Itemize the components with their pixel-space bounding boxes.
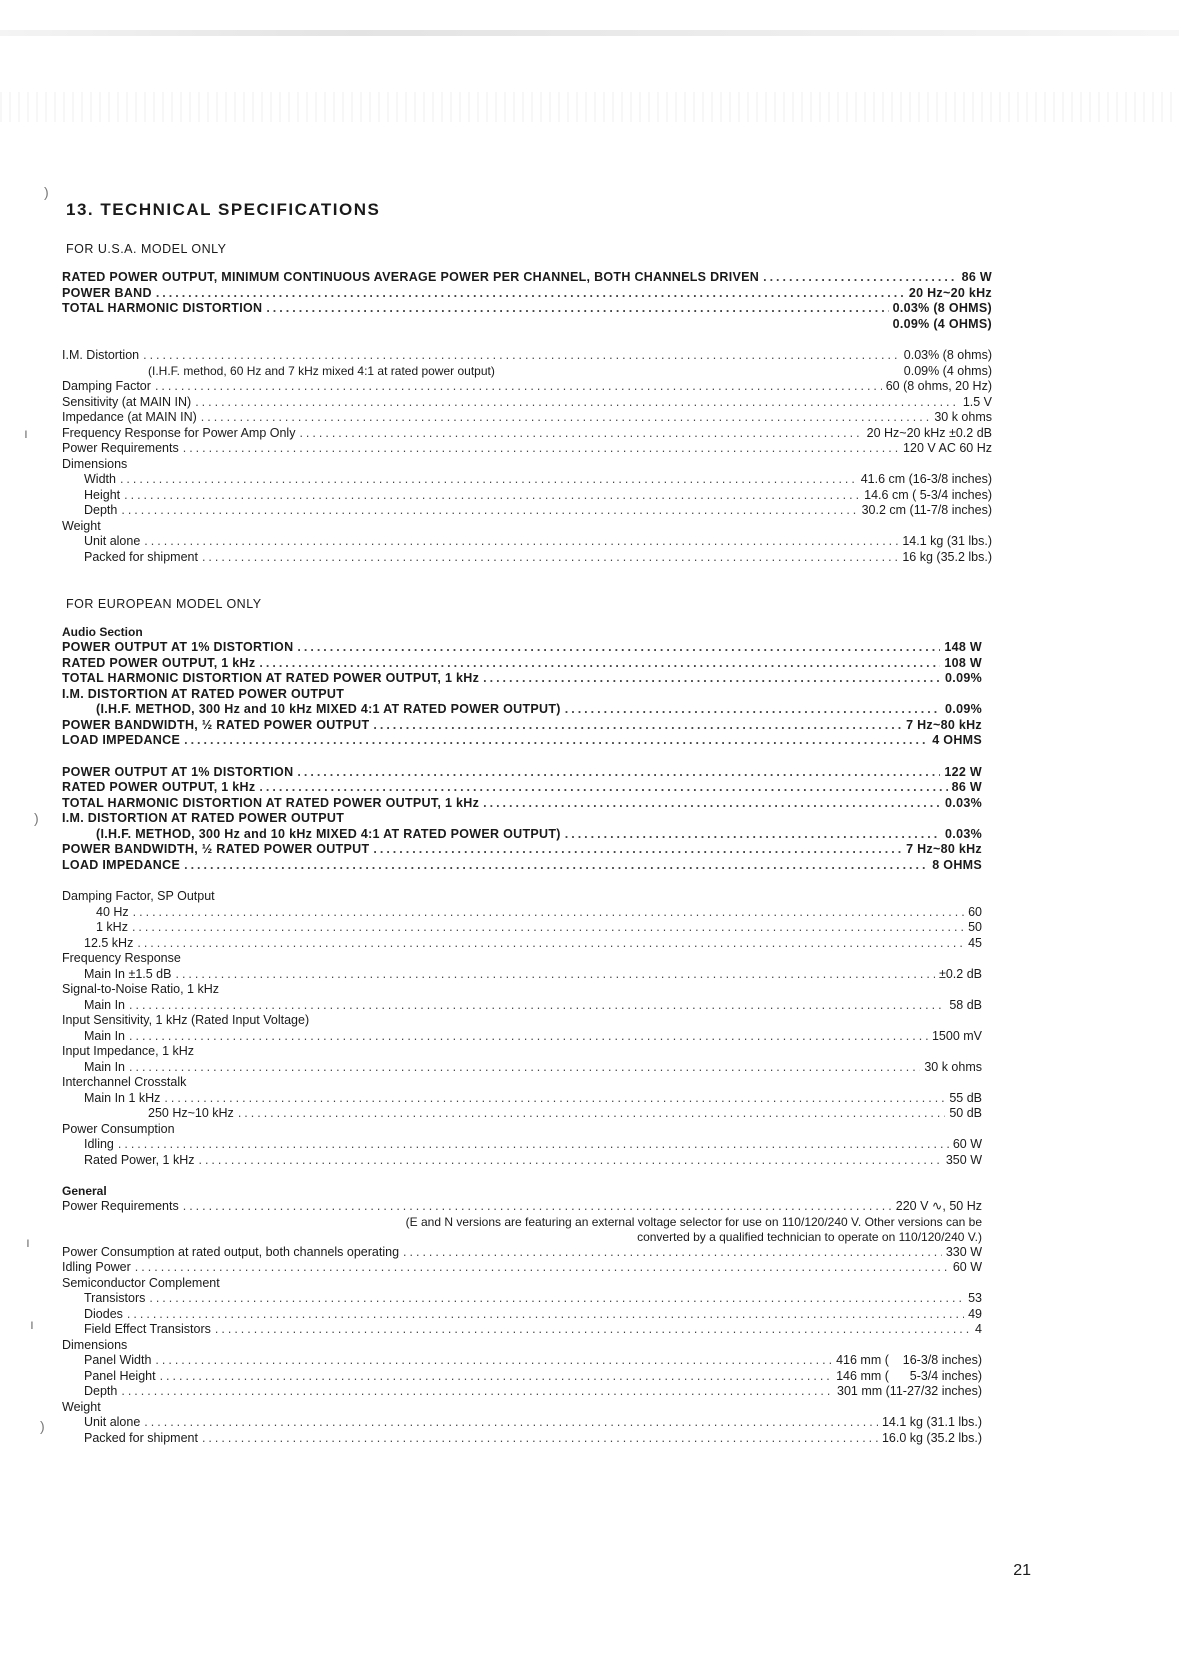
usa-section [62,270,992,565]
spec-value: 0.03% (8 OHMS) [892,301,992,315]
spec-row [62,1106,982,1122]
spec-value: 41.6 cm (16-3/8 inches) [860,472,992,486]
spec-label: Unit alone [84,1415,141,1429]
spec-value: 60 [968,904,982,919]
spec-value: 0.03% (8 ohms) [903,348,992,362]
spec-label: Impedance (at MAIN IN) [62,410,197,424]
group-label: Damping Factor, SP Output [62,889,215,903]
spec-label: POWER BANDWIDTH, ½ RATED POWER OUTPUT [62,717,370,732]
spec-label: (I.H.F. METHOD, 300 Hz and 10 kHz MIXED 4:1 AT RATED POWER OUTPUT) [96,826,561,841]
spec-value: 1.5 V [962,394,992,409]
spec-label: Depth [84,1384,118,1398]
group-label: Input Impedance, 1 kHz [62,1044,195,1058]
spec-value: 30 k ohms [924,1059,982,1074]
spec-value: 50 dB [949,1106,982,1120]
margin-mark: ) [40,1418,45,1434]
spec-row [62,1091,982,1107]
spec-value: 58 dB [949,997,982,1012]
spec-value: 330 W [945,1244,982,1259]
spec-label: Damping Factor [62,379,151,393]
spec-row [62,1415,982,1431]
spec-value: 301 mm (11-27/32 inches) [837,1384,982,1398]
spec-row [62,441,992,457]
spec-row [62,270,992,286]
spec-row [62,1353,982,1369]
group-label: Signal-to-Noise Ratio, 1 kHz [62,982,220,996]
spec-note: (I.H.F. method, 60 Hz and 7 kHz mixed 4:1 at rated power output) [148,363,495,378]
spec-row [62,718,982,734]
spec-label: 12.5 kHz [84,935,134,950]
spec-row [62,1307,982,1323]
spec-row [62,842,982,858]
spec-value: 14.6 cm ( 5-3/4 inches) [864,487,992,502]
spec-row [62,780,982,796]
spec-label: Main In [84,1028,125,1043]
page-number: 21 [1013,1562,1031,1579]
group-label: Power Consumption [62,1121,175,1136]
spec-row [62,488,992,504]
spec-label: LOAD IMPEDANCE [62,857,181,872]
spec-value: 16.0 kg (35.2 lbs.) [881,1430,982,1445]
spec-value: 350 W [945,1152,982,1167]
spec-label: Panel Height [84,1368,156,1383]
group-label: Weight [62,1399,101,1414]
spec-value: ±0.2 dB [939,966,982,981]
spec-row [62,301,992,317]
group-label: I.M. DISTORTION AT RATED POWER OUTPUT [62,811,345,825]
spec-label: Panel Width [84,1353,152,1367]
spec-value: 49 [968,1306,982,1321]
spec-label: Transistors [84,1291,146,1305]
scan-edge-top [0,30,1179,36]
spec-value: 0.09% (4 OHMS) [892,316,992,331]
spec-value: 20 Hz~20 kHz ±0.2 dB [866,425,992,440]
spec-value: 0.03% [945,826,982,841]
spec-row [62,1322,982,1338]
spec-label: Main In [84,997,125,1012]
spec-row [62,1199,982,1215]
scan-noise [0,92,1179,122]
spec-row [62,317,992,333]
margin-mark: ) [34,810,39,826]
group-label: I.M. DISTORTION AT RATED POWER OUTPUT [62,686,345,701]
spec-label: Main In 1 kHz [84,1090,161,1105]
spec-value: 416 mm ( 16-3/8 inches) [836,1353,982,1367]
spec-value: 86 W [961,270,992,284]
spec-value: 60 W [952,1260,982,1274]
spec-label: Main In ±1.5 dB [84,966,172,981]
spec-label: POWER BANDWIDTH, ½ RATED POWER OUTPUT [62,842,370,856]
spec-value: 45 [968,935,982,950]
spec-row [62,858,982,874]
spec-row [62,472,992,488]
spec-row [62,1384,982,1400]
spec-row [62,640,982,656]
spec-value: 0.09% (4 ohms) [903,363,992,378]
spec-label: Width [84,472,116,486]
spec-label: POWER BAND [62,285,152,300]
spec-value: 14.1 kg (31.1 lbs.) [881,1415,982,1429]
spec-value: 60 (8 ohms, 20 Hz) [885,379,992,393]
spec-label: Idling Power [62,1260,131,1274]
spec-value: 7 Hz~80 kHz [906,717,982,732]
spec-value: 86 W [951,780,982,794]
spec-row [62,1137,982,1153]
spec-row [62,827,982,843]
spec-label: Depth [84,503,118,517]
spec-value: 148 W [944,640,982,654]
spec-row [62,765,982,781]
group-label: Dimensions [62,1337,128,1352]
spec-row [62,998,982,1014]
spec-value: 60 W [952,1137,982,1151]
spec-row [62,534,992,550]
spec-note: converted by a qualified technician to operate on 110/120/240 V.) [637,1229,982,1244]
spec-row [62,1029,982,1045]
spec-row [62,286,992,302]
spec-value: 30.2 cm (11-7/8 inches) [861,503,992,517]
group-label: Input Sensitivity, 1 kHz (Rated Input Voltage) [62,1013,310,1027]
spec-value: 120 V AC 60 Hz [903,441,992,455]
spec-label: TOTAL HARMONIC DISTORTION AT RATED POWER OUTPUT, 1 kHz [62,671,480,685]
spec-label: 40 Hz [96,904,129,919]
spec-value: 53 [968,1291,982,1305]
spec-row [62,503,992,519]
spec-value: 14.1 kg (31 lbs.) [902,534,992,548]
usa-heading: FOR U.S.A. MODEL ONLY [66,242,227,256]
spec-label: RATED POWER OUTPUT, 1 kHz [62,780,256,794]
spec-value: 0.09% [945,702,982,716]
spec-value: 50 [968,920,982,934]
spec-label: Power Requirements [62,441,179,455]
spec-label: RATED POWER OUTPUT, 1 kHz [62,655,256,670]
spec-row [62,1291,982,1307]
spec-label: Packed for shipment [84,1430,198,1445]
spec-label: POWER OUTPUT AT 1% DISTORTION [62,640,294,654]
spec-row [62,796,982,812]
spec-value: 20 Hz~20 kHz [908,285,992,300]
spec-row [62,395,992,411]
spec-label: Frequency Response for Power Amp Only [62,425,296,440]
spec-row [62,1153,982,1169]
spec-row [62,410,992,426]
spec-row [62,967,982,983]
spec-label: 250 Hz~10 kHz [148,1106,234,1120]
spec-row [62,936,982,952]
page-title: 13. TECHNICAL SPECIFICATIONS [66,200,381,219]
spec-label: 1 kHz [96,920,128,934]
spec-label: TOTAL HARMONIC DISTORTION [62,301,263,315]
margin-mark: ı [30,1316,34,1332]
spec-label: RATED POWER OUTPUT, MINIMUM CONTINUOUS AVERAGE POWER PER CHANNEL, BOTH CHANNELS DRIVEN [62,270,760,284]
spec-value: 146 mm ( 5-3/4 inches) [836,1368,982,1383]
spec-row [62,550,992,566]
spec-value: 220 V ∿, 50 Hz [895,1199,982,1213]
spec-value: 55 dB [949,1090,982,1105]
eu-section [62,625,982,1446]
spec-label: Unit alone [84,534,141,548]
spec-label: Field Effect Transistors [84,1322,211,1336]
spec-note: (E and N versions are featuring an external voltage selector for use on 110/120/240 V. Other versions can be [405,1214,982,1229]
margin-mark: ı [24,425,28,441]
spec-value: 1500 mV [931,1028,982,1043]
spec-row [62,364,992,380]
spec-label: Rated Power, 1 kHz [84,1152,195,1167]
spec-row [62,1060,982,1076]
spec-page [62,200,1062,1446]
spec-value: 0.09% [945,671,982,685]
spec-value: 108 W [944,655,982,670]
group-label: Weight [62,518,101,533]
spec-label: Height [84,487,121,502]
spec-row [62,379,992,395]
spec-value: 30 k ohms [934,410,992,424]
group-label: Interchannel Crosstalk [62,1075,187,1089]
spec-label: Idling [84,1137,114,1151]
group-label: Frequency Response [62,951,181,965]
spec-value: 0.03% [945,795,982,810]
spec-label: Power Requirements [62,1199,179,1213]
spec-row [62,426,992,442]
eu-heading: FOR EUROPEAN MODEL ONLY [66,597,262,611]
spec-row [62,905,982,921]
spec-row [62,1369,982,1385]
spec-label: Diodes [84,1306,123,1321]
spec-row [62,348,992,364]
group-label: Dimensions [62,456,128,471]
spec-value: 4 OHMS [932,733,982,747]
spec-row [62,671,982,687]
spec-value: 122 W [944,764,982,779]
spec-label: LOAD IMPEDANCE [62,733,181,747]
spec-label: (I.H.F. METHOD, 300 Hz and 10 kHz MIXED 4:1 AT RATED POWER OUTPUT) [96,702,561,716]
spec-row [62,656,982,672]
spec-row [62,733,982,749]
margin-mark: ) [44,184,49,200]
group-label: General [62,1184,107,1198]
spec-value: 8 OHMS [932,857,982,872]
spec-row [62,1431,982,1447]
spec-value: 16 kg (35.2 lbs.) [902,549,992,564]
spec-label: TOTAL HARMONIC DISTORTION AT RATED POWER OUTPUT, 1 kHz [62,795,480,810]
spec-label: Power Consumption at rated output, both channels operating [62,1244,400,1259]
spec-value: 4 [975,1322,982,1336]
spec-row [62,1260,982,1276]
spec-row [62,1245,982,1261]
spec-row [62,702,982,718]
margin-mark: ı [26,1234,30,1250]
spec-label: I.M. Distortion [62,348,140,362]
group-label: Audio Section [62,625,143,639]
group-label: Semiconductor Complement [62,1275,220,1290]
spec-label: Sensitivity (at MAIN IN) [62,394,192,409]
spec-row [62,920,982,936]
spec-label: Main In [84,1059,125,1074]
spec-value: 7 Hz~80 kHz [906,842,982,856]
spec-label: POWER OUTPUT AT 1% DISTORTION [62,764,294,779]
spec-label: Packed for shipment [84,549,198,564]
